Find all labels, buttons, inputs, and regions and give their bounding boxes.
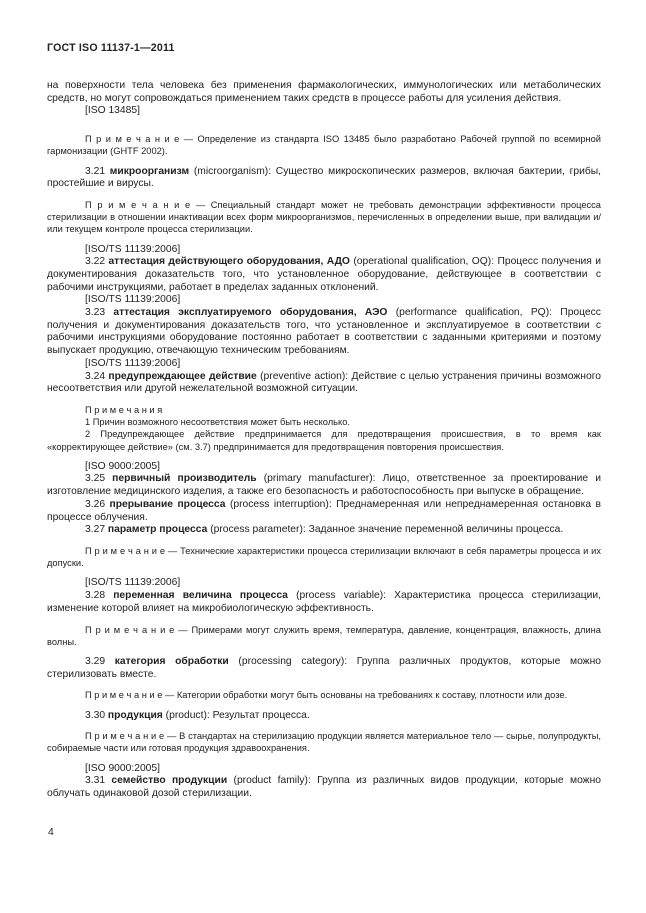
term-number: 3.31 <box>85 775 106 787</box>
term-text: (product): Результат процесса. <box>165 709 310 721</box>
standard-reference: [ISO/TS 11139:2006] <box>85 577 181 589</box>
term-text: (primary manufacturer): Лицо, ответственное за проектирование и изготовление медицинского изделия, а также его безопасность и работоспособность при выпуске в обращение. <box>47 473 601 498</box>
term-number: 3.28 <box>85 590 106 602</box>
standard-reference: [ISO/TS 11139:2006] <box>85 243 181 255</box>
note-label: П р и м е ч а н и е <box>85 690 163 701</box>
term-definition <box>47 473 601 498</box>
note-text: — Технические характеристики процесса стерилизации включают в себя параметры процесса и их допуски. <box>47 546 602 569</box>
note-text: — Определение из стандарта ISO 13485 было разработано Рабочей группой по всемирной гармонизации (GHTF 2002). <box>47 134 601 157</box>
document-header: ГОСТ ISO 11137-1—2011 <box>47 42 175 54</box>
document-paragraph: на поверхности тела человека без применения фармакологических, иммунологических или метаболических средств, но могут сопровождаться применением таких средств в процессе работы для усиления действия. <box>47 80 601 104</box>
term-number: 3.25 <box>85 473 106 485</box>
note-paragraph <box>47 689 601 701</box>
note-label: П р и м е ч а н и е <box>85 624 175 635</box>
term-number: 3.29 <box>85 655 106 667</box>
term-definition <box>47 307 601 358</box>
term-text: (microorganism): Существо микроскопических размеров, включая бактерии, грибы, простейшие и вирусы. <box>47 165 601 190</box>
term-text: (process parameter): Заданное значение переменной величины процесса. <box>210 524 564 536</box>
term-name: предупреждающее действие <box>108 370 257 382</box>
note-paragraph <box>47 730 601 754</box>
note-text: — Специальный стандарт может не требовать демонстрации эффективности процесса стерилизации в отношении инактивации всех форм микроорганизмов, перечисленных в определении выше, при валидации и/или текущем контроле процесса стерилизации. <box>47 199 601 235</box>
term-text: (product family): Группа из различных видов продукции, которые можно облучать одинаковой дозой стерилизации. <box>47 775 601 800</box>
note-text: — Категории обработки могут быть основаны на требованиях к составу, плотности или дозе. <box>164 690 568 701</box>
note-paragraph <box>47 199 601 236</box>
term-number: 3.27 <box>85 524 106 536</box>
term-name: аттестация действующего оборудования, АДО <box>108 256 350 268</box>
note-item: 1 Причин возможного несоответствия может быть несколько. <box>85 417 350 428</box>
term-definition <box>47 710 601 723</box>
term-number: 3.21 <box>85 165 106 177</box>
term-definition <box>47 166 601 191</box>
term-text: (operational qualification, OQ): Процесс получения и документирования доказательств того, что установленное оборудование, действующее в соответствии с рабочими инструкциями, работает в пределах заданных отклонений. <box>47 256 601 293</box>
term-text: (process variable): Характеристика процесса стерилизации, изменение которой влияет на микробиологическую эффективность. <box>47 590 601 614</box>
term-name: категория обработки <box>114 655 229 667</box>
term-text: (performance qualification, PQ): Процесс получения и документирования доказательств того, что установленное и эксплуатируемое в соответствии с рабочими инструкциями оборудование постоянно работает в соответствии с заданными критериями и поэтому выпускает продукцию, отвечающую техническим требованиям. <box>47 307 601 357</box>
term-name: семейство продукции <box>111 775 228 787</box>
term-definition <box>47 371 601 396</box>
term-text: (preventive action): Действие с целью устранения причины возможного несоответствия или другой нежелательной возможной ситуации. <box>47 370 601 395</box>
term-definition <box>47 524 601 537</box>
term-definition <box>47 775 601 800</box>
note-paragraph <box>47 133 601 157</box>
term-number: 3.22 <box>85 256 106 268</box>
document-body <box>47 80 601 801</box>
term-text: (process interruption): Преднамеренная или непреднамеренная остановка в процессе облучения. <box>47 498 601 523</box>
note-label: П р и м е ч а н и е <box>85 731 165 742</box>
term-name: первичный производитель <box>112 473 257 485</box>
term-number: 3.26 <box>85 498 106 510</box>
term-number: 3.24 <box>85 370 106 382</box>
note-label: П р и м е ч а н и е <box>85 134 180 145</box>
term-name: микроорганизм <box>109 165 190 177</box>
standard-reference: [ISO/TS 11139:2006] <box>85 294 181 306</box>
term-number: 3.30 <box>85 709 106 721</box>
term-name: продукция <box>107 709 163 721</box>
term-number: 3.23 <box>85 307 106 319</box>
note-paragraph <box>47 624 601 648</box>
term-name: переменная величина процесса <box>113 590 288 602</box>
note-label: П р и м е ч а н и е <box>85 199 191 210</box>
term-text: (processing category): Группа различных продуктов, которые можно стерилизовать вместе. <box>47 655 601 680</box>
notes-group <box>47 404 601 453</box>
standard-reference: [ISO 9000:2005] <box>85 460 160 472</box>
term-name: аттестация эксплуатируемого оборудования, АЭО <box>113 307 388 319</box>
term-name: прерывание процесса <box>109 498 226 510</box>
standard-reference: [ISO 9000:2005] <box>85 762 160 774</box>
term-name: параметр процесса <box>107 524 208 536</box>
note-item: 2 Предупреждающее действие предпринимается для предотвращения происшествия, в то время как «корректирующее действие» (см. 3.7) предпринимается для предотвращения повторения происшествия. <box>47 429 601 452</box>
term-definition <box>47 656 601 681</box>
page-number: 4 <box>48 827 54 838</box>
note-paragraph <box>47 545 601 569</box>
standard-reference: [ISO 13485] <box>85 105 140 117</box>
notes-label: П р и м е ч а н и я <box>85 404 163 415</box>
term-definition <box>47 590 601 615</box>
note-text: — Примерами могут служить время, температура, давление, концентрация, влажность, длина волны. <box>47 624 601 647</box>
note-text: — В стандартах на стерилизацию продукции является материальное тело — сырье, полупродукты, собираемые части или готовая продукция здравоохранения. <box>47 731 601 754</box>
term-definition <box>47 499 601 524</box>
standard-reference: [ISO/TS 11139:2006] <box>85 357 181 369</box>
note-label: П р и м е ч а н и е <box>85 546 166 556</box>
term-definition <box>47 256 601 294</box>
